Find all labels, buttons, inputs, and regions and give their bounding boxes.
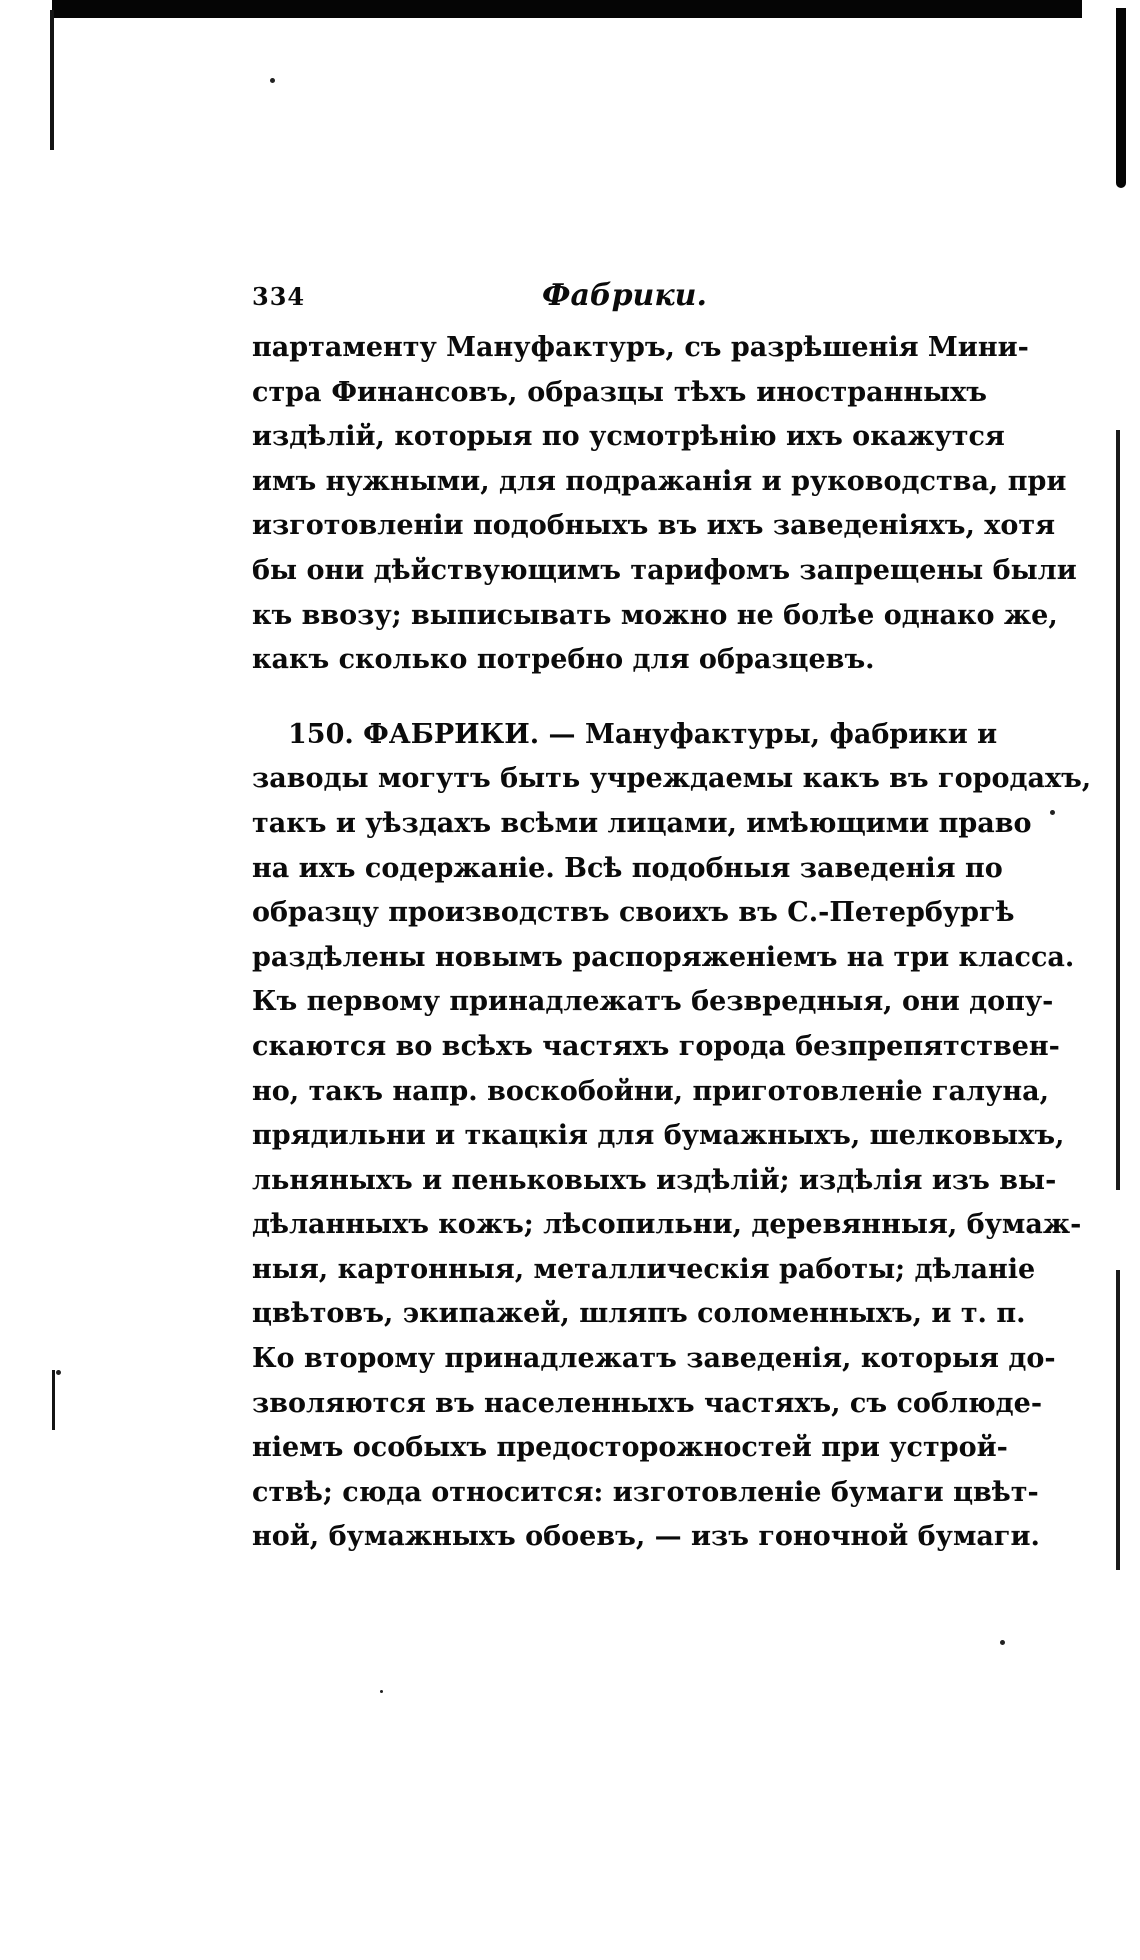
text-fragment: — Мануфактуры, фабрики и — [548, 718, 998, 750]
text-line: Ко второму принадлежатъ заведенія, которыя до- — [252, 1343, 1056, 1375]
article-number: 150. — [288, 718, 354, 750]
text-line: но, такъ напр. воскобойни, приготовленіе галуна, — [252, 1075, 1050, 1107]
scan-speck — [380, 1690, 383, 1693]
text-line: ніемъ особыхъ предосторожностей при устрой- — [252, 1432, 1008, 1464]
article-first-line — [252, 713, 998, 758]
text-line: дѣланныхъ кожъ; лѣсопильни, деревянныя, бумаж- — [252, 1209, 1082, 1241]
scan-speck — [1050, 810, 1055, 815]
scan-border-left — [50, 10, 54, 150]
text-line: льняныхъ и пеньковыхъ издѣлій; издѣлія изъ вы- — [252, 1164, 1057, 1196]
text-line: раздѣлены новымъ распоряженіемъ на три класса. — [252, 941, 1075, 973]
text-line: партаменту Мануфактуръ, съ разрѣшенія Мини- — [252, 332, 1029, 363]
text-line: зволяются въ населенныхъ частяхъ, съ соблюде- — [252, 1387, 1043, 1419]
scan-border-right-low — [1116, 1270, 1120, 1570]
text-line: какъ сколько потребно для образцевъ. — [252, 644, 875, 676]
text-line: издѣлій, которыя по усмотрѣнію ихъ окажутся — [252, 421, 1005, 453]
text-line: цвѣтовъ, экипажей, шляпъ соломенныхъ, и т. п. — [252, 1298, 1026, 1330]
scan-speck — [56, 1370, 61, 1375]
scan-mark-left — [52, 1370, 55, 1430]
scan-speck — [1000, 1640, 1005, 1645]
scan-border-right-mid — [1116, 430, 1120, 1190]
page-number: 334 — [252, 282, 306, 311]
text-line: прядильни и ткацкія для бумажныхъ, шелковыхъ, — [252, 1120, 1065, 1152]
text-line: бы они дѣйствующимъ тарифомъ запрещены были — [252, 554, 1077, 586]
text-line: къ ввозу; выписывать можно не болѣе однако же, — [252, 599, 1058, 631]
text-line: стра Финансовъ, образцы тѣхъ иностранныхъ — [252, 376, 987, 408]
running-title: Фабрики. — [542, 278, 707, 313]
paragraph-article-150 — [252, 713, 1092, 1560]
text-line: ныя, картонныя, металлическія работы; дѣланіе — [252, 1253, 1036, 1285]
scan-speck — [270, 78, 275, 83]
text-line: на ихъ содержаніе. Всѣ подобныя заведенія по — [252, 852, 1003, 884]
text-line: ной, бумажныхъ обоевъ, — изъ гоночной бумаги. — [252, 1521, 1040, 1553]
text-line: Къ первому принадлежатъ безвредныя, они допу- — [252, 986, 1054, 1018]
text-line: образцу производствъ своихъ въ С.-Петербургѣ — [252, 897, 1015, 929]
page-header — [252, 278, 987, 326]
scan-border-top — [52, 0, 1082, 18]
text-line: заводы могутъ быть учреждаемы какъ въ городахъ, — [252, 763, 1092, 795]
text-line: скаются во всѣхъ частяхъ города безпрепятствен- — [252, 1030, 1060, 1062]
paragraph-continued — [252, 326, 1077, 683]
article-title: ФАБРИКИ. — [363, 718, 540, 750]
text-line: изготовленіи подобныхъ въ ихъ заведеніяхъ, хотя — [252, 510, 1056, 542]
text-line: такъ и уѣздахъ всѣми лицами, имѣющими право — [252, 807, 1032, 839]
text-line: имъ нужными, для подражанія и руководства, при — [252, 465, 1067, 497]
scan-border-right-top — [1116, 8, 1126, 188]
book-page — [252, 278, 1092, 1560]
text-line: ствѣ; сюда относится: изготовленіе бумаги цвѣт- — [252, 1476, 1039, 1508]
